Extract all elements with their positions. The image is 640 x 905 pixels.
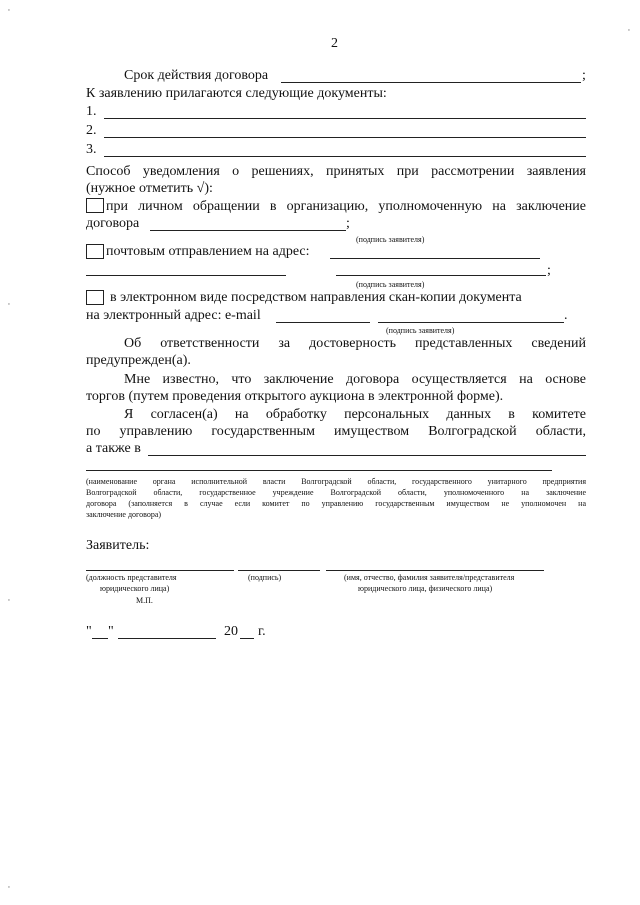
- option-post-end: ;: [547, 263, 551, 278]
- name-caption: юридического лица, физического лица): [358, 584, 493, 593]
- signature-caption: (подпись заявителя): [356, 280, 425, 289]
- date-year-prefix: 20: [224, 624, 238, 639]
- option-post-checkbox[interactable]: [86, 244, 104, 259]
- consent-organization-field[interactable]: [148, 455, 586, 456]
- organization-note: договора (заполняется в случае если комитет по управлению государственным имуществом не уполномочен на: [86, 499, 586, 508]
- consent-statement: Я согласен(а) на обработку персональных данных в комитете: [124, 407, 586, 422]
- page-number: 2: [331, 36, 338, 51]
- organization-note: Волгоградской области, государственное учреждение Волгоградской области, уполномоченного на заключение: [86, 488, 586, 497]
- option-email-address-label: на электронный адрес: e-mail: [86, 308, 261, 323]
- awareness-statement-cont: торгов (путем проведения открытого аукциона в электронной форме).: [86, 389, 504, 404]
- option-email-end: .: [564, 308, 568, 323]
- date-month-field[interactable]: [118, 638, 216, 639]
- position-caption: (должность представителя: [86, 573, 177, 582]
- date-close-quote: ": [108, 624, 114, 639]
- awareness-statement: Мне известно, что заключение договора осуществляется на основе: [124, 372, 586, 387]
- contract-term-label: Срок действия договора: [124, 68, 269, 83]
- attachments-intro: К заявлению прилагаются следующие документы:: [86, 86, 387, 101]
- contract-term-field[interactable]: [281, 82, 581, 83]
- option-email-label: в электронном виде посредством направления скан-копии документа: [110, 290, 522, 305]
- option-post-address-field-2[interactable]: [86, 275, 286, 276]
- consent-organization-field-2[interactable]: [86, 470, 552, 471]
- signature-caption: (подпись заявителя): [356, 235, 425, 244]
- option-email-signature-field[interactable]: [378, 322, 564, 323]
- applicant-label: Заявитель:: [86, 538, 150, 553]
- date-year-suffix: г.: [258, 624, 266, 639]
- responsibility-statement-cont: предупрежден(а).: [86, 353, 191, 368]
- organization-note: заключение договора): [86, 510, 162, 519]
- option-in-person-signature-field[interactable]: [150, 230, 346, 231]
- seal-label: М.П.: [136, 596, 153, 605]
- attachment-number: 1.: [86, 104, 97, 119]
- position-caption: юридического лица): [100, 584, 170, 593]
- option-email-checkbox[interactable]: [86, 290, 104, 305]
- attachment-field-2[interactable]: [104, 137, 586, 138]
- option-in-person-label-cont: договора: [86, 216, 140, 231]
- scan-edge-mark: ': [8, 598, 10, 606]
- option-post-label: почтовым отправлением на адрес:: [106, 244, 310, 259]
- attachment-field-3[interactable]: [104, 156, 586, 157]
- consent-statement-end: а также в: [86, 441, 141, 456]
- consent-statement-cont: по управлению государственным имуществом Волгоградской области,: [86, 424, 586, 439]
- option-in-person-checkbox[interactable]: [86, 198, 104, 213]
- scan-edge-mark: ': [628, 28, 630, 36]
- notification-heading: Способ уведомления о решениях, принятых при рассмотрении заявления: [86, 164, 586, 179]
- responsibility-statement: Об ответственности за достоверность представленных сведений: [124, 336, 586, 351]
- attachment-number: 2.: [86, 123, 97, 138]
- scan-edge-mark: ': [8, 302, 10, 310]
- option-in-person-label: при личном обращении в организацию, уполномоченную на заключение: [106, 199, 586, 214]
- option-post-signature-field[interactable]: [336, 275, 546, 276]
- applicant-position-field[interactable]: [86, 570, 234, 571]
- notification-heading-note: (нужное отметить √):: [86, 181, 213, 196]
- applicant-name-field[interactable]: [326, 570, 544, 571]
- option-post-address-field[interactable]: [330, 258, 540, 259]
- date-year-field[interactable]: [240, 638, 254, 639]
- date-day-field[interactable]: [92, 638, 108, 639]
- option-in-person-end: ;: [346, 216, 350, 231]
- signature-caption: (подпись): [248, 573, 282, 582]
- organization-note: (наименование органа исполнительной власти Волгоградской области, государственного унитарного предприятия: [86, 477, 586, 486]
- signature-caption: (подпись заявителя): [386, 326, 455, 335]
- date-open-quote: ": [86, 624, 92, 639]
- name-caption: (имя, отчество, фамилия заявителя/представителя: [344, 573, 515, 582]
- contract-term-end: ;: [582, 68, 586, 83]
- scan-edge-mark: ': [8, 8, 10, 16]
- option-email-address-field[interactable]: [276, 322, 370, 323]
- applicant-signature-field[interactable]: [238, 570, 320, 571]
- attachment-field-1[interactable]: [104, 118, 586, 119]
- attachment-number: 3.: [86, 142, 97, 157]
- scan-edge-mark: ': [8, 885, 10, 893]
